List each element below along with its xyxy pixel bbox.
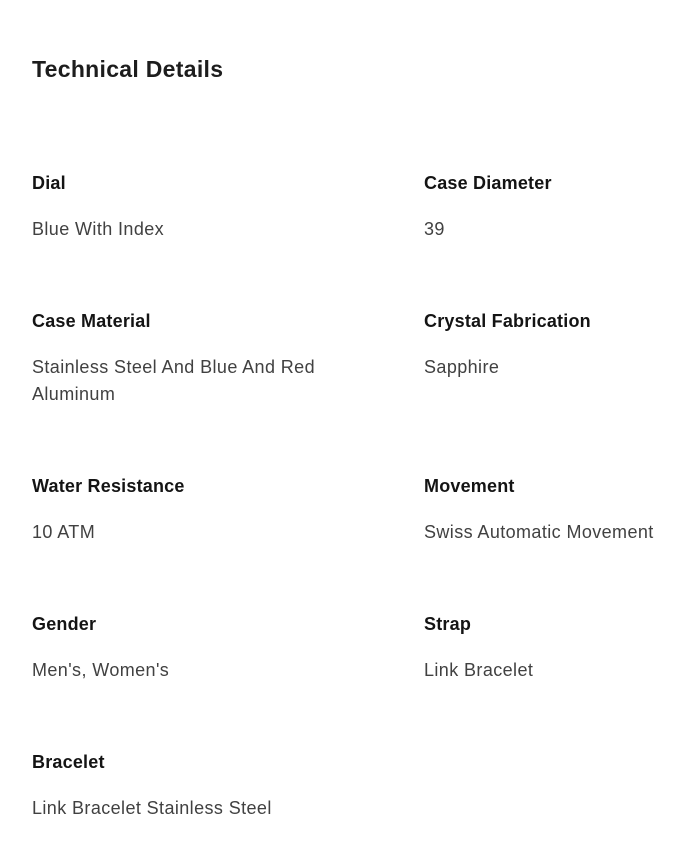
spec-label: Gender <box>32 614 97 634</box>
spec-label: Case Diameter <box>424 173 552 193</box>
spec-value: Sapphire <box>424 357 500 377</box>
spec-value: Swiss Automatic Movement <box>424 522 654 542</box>
spec-item <box>424 474 688 546</box>
section-title: Technical Details <box>32 56 224 82</box>
spec-value: Men's, Women's <box>32 660 170 680</box>
spec-label: Crystal Fabrication <box>424 311 591 331</box>
spec-item <box>32 171 372 243</box>
spec-item <box>424 171 688 243</box>
spec-value: 10 ATM <box>32 522 96 542</box>
spec-item <box>32 612 372 684</box>
spec-item <box>32 474 372 546</box>
spec-value: Stainless Steel And Blue And Red Aluminum <box>32 357 315 404</box>
spec-value: 39 <box>424 219 445 239</box>
spec-label: Water Resistance <box>32 476 185 496</box>
spec-label: Bracelet <box>32 752 105 772</box>
spec-item <box>424 612 688 684</box>
spec-value: Blue With Index <box>32 219 165 239</box>
spec-label: Dial <box>32 173 66 193</box>
spec-item <box>32 309 372 408</box>
spec-label: Movement <box>424 476 515 496</box>
spec-item <box>424 309 688 408</box>
spec-label: Strap <box>424 614 472 634</box>
specs-grid <box>32 171 688 822</box>
spec-item <box>32 750 372 822</box>
spec-value: Link Bracelet Stainless Steel <box>32 798 272 818</box>
spec-value: Link Bracelet <box>424 660 534 680</box>
spec-label: Case Material <box>32 311 151 331</box>
